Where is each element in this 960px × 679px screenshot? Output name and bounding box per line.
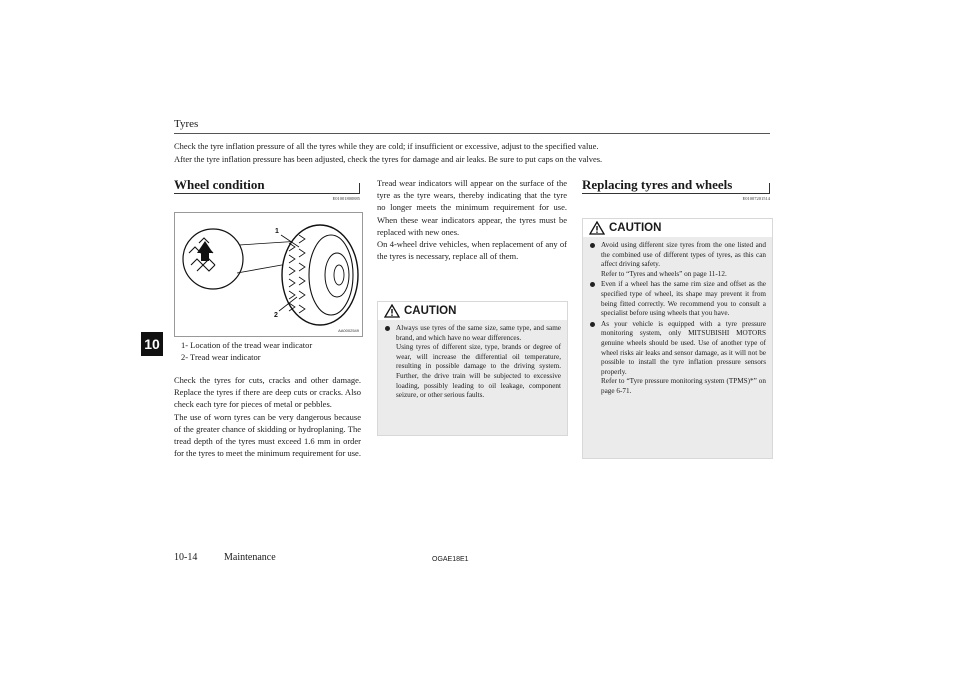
section-rule [582, 193, 770, 194]
caution-item-text: Even if a wheel has the same rim size and offset as the specified type of wheel, its shape may prevent it from being fitted correctly. We recommend you to consult a specialist before using wheels that you have. [601, 280, 766, 318]
section-rule [174, 193, 360, 194]
intro-line-2: After the tyre inflation pressure has been adjusted, check the tyres for damage and air leaks. Be sure to put caps on the valves. [174, 153, 603, 164]
section-rule-cap [769, 183, 770, 194]
chapter-tab: 10 [141, 332, 163, 356]
bullet-icon [590, 282, 595, 287]
header-rule [174, 133, 770, 134]
caution-item [382, 324, 561, 401]
section-rule-cap [359, 183, 360, 194]
caution-item-text: Always use tyres of the same size, same type, and same brand, and which have no wear differences. Using tyres of different size, type, brands or degree of wear, will increase the differential oil temperature, resulting in possible damage to the driving system. Further, the drive train will be subjected to excessive loading, possibly leading to oil leakage, component seizure, or other serious faults. [396, 324, 561, 400]
figure-code: AA0002549 [338, 328, 359, 333]
caution-label: CAUTION [609, 222, 662, 234]
legend-item: 1- Location of the tread wear indicator [181, 340, 313, 350]
caution-label: CAUTION [404, 305, 457, 317]
section-code: E01007201514 [742, 196, 770, 201]
running-header-title: Tyres [174, 118, 199, 130]
intro-text [174, 140, 794, 165]
section-code: E01001800885 [332, 196, 360, 201]
caution-header [583, 219, 772, 237]
intro-line-1: Check the tyre inflation pressure of all the tyres while they are cold; if insufficient or excessive, adjust to the specified value. [174, 141, 599, 151]
wheel-condition-body: Check the tyres for cuts, cracks and other damage. Replace the tyres if there are deep cuts or cracks. Also check each tyre for pieces of metal or pebbles. The use of worn tyres can be very dangerous because of the greater chance of skidding or hydroplaning. The tread depth of the tyres must exceed 1.6 mm in order for the tyres to meet the minimum requirement for use. [174, 375, 361, 459]
figure-label-2: 2 [274, 312, 278, 319]
tyre-illustration [175, 213, 362, 336]
bullet-icon [590, 322, 595, 327]
caution-box [377, 301, 568, 436]
legend-item: 2- Tread wear indicator [181, 352, 261, 362]
warning-triangle-icon [384, 304, 400, 318]
section-title-wheel-condition: Wheel condition [174, 177, 265, 192]
footer-section-name: Maintenance [224, 552, 276, 563]
caution-header [378, 302, 567, 320]
bullet-icon [590, 243, 595, 248]
caution-item-text: Avoid using different size tyres from the one listed and the combined use of different types of tyres, as this can affect driving safety. Refer to “Tyres and wheels” on page 11-12. [601, 241, 766, 278]
footer-page-number: 10-14 [174, 552, 198, 563]
section-title-replacing: Replacing tyres and wheels [582, 177, 733, 192]
footer-doc-code: OGAE18E1 [432, 556, 469, 563]
caution-item [587, 241, 766, 279]
figure-legend [181, 339, 361, 363]
caution-item [587, 280, 766, 318]
bullet-icon [385, 326, 390, 331]
tyre-figure [174, 212, 363, 337]
caution-item [587, 320, 766, 397]
tread-indicator-body: Tread wear indicators will appear on the surface of the tyre as the tyre wears, thereby indicating that the tyre no longer meets the minimum requirement for use. When these wear indicators appear, the tyres must be replaced with new ones. On 4-wheel drive vehicles, when replacement of any of the tyres is necessary, replace all of them. [377, 178, 567, 262]
figure-label-1: 1 [275, 228, 279, 235]
warning-triangle-icon [589, 221, 605, 235]
caution-box [582, 218, 773, 459]
caution-item-text: As your vehicle is equipped with a tyre pressure monitoring system, only MITSUBISHI MOTORS genuine wheels should be used. Use of another type of wheel risks air leaks and sensor damage, as it will not be possible to install the tyre inflation pressure sensors properly. Refer to “Tyre pressure monitoring system (TPMS)*” on page 6-71. [601, 319, 766, 395]
